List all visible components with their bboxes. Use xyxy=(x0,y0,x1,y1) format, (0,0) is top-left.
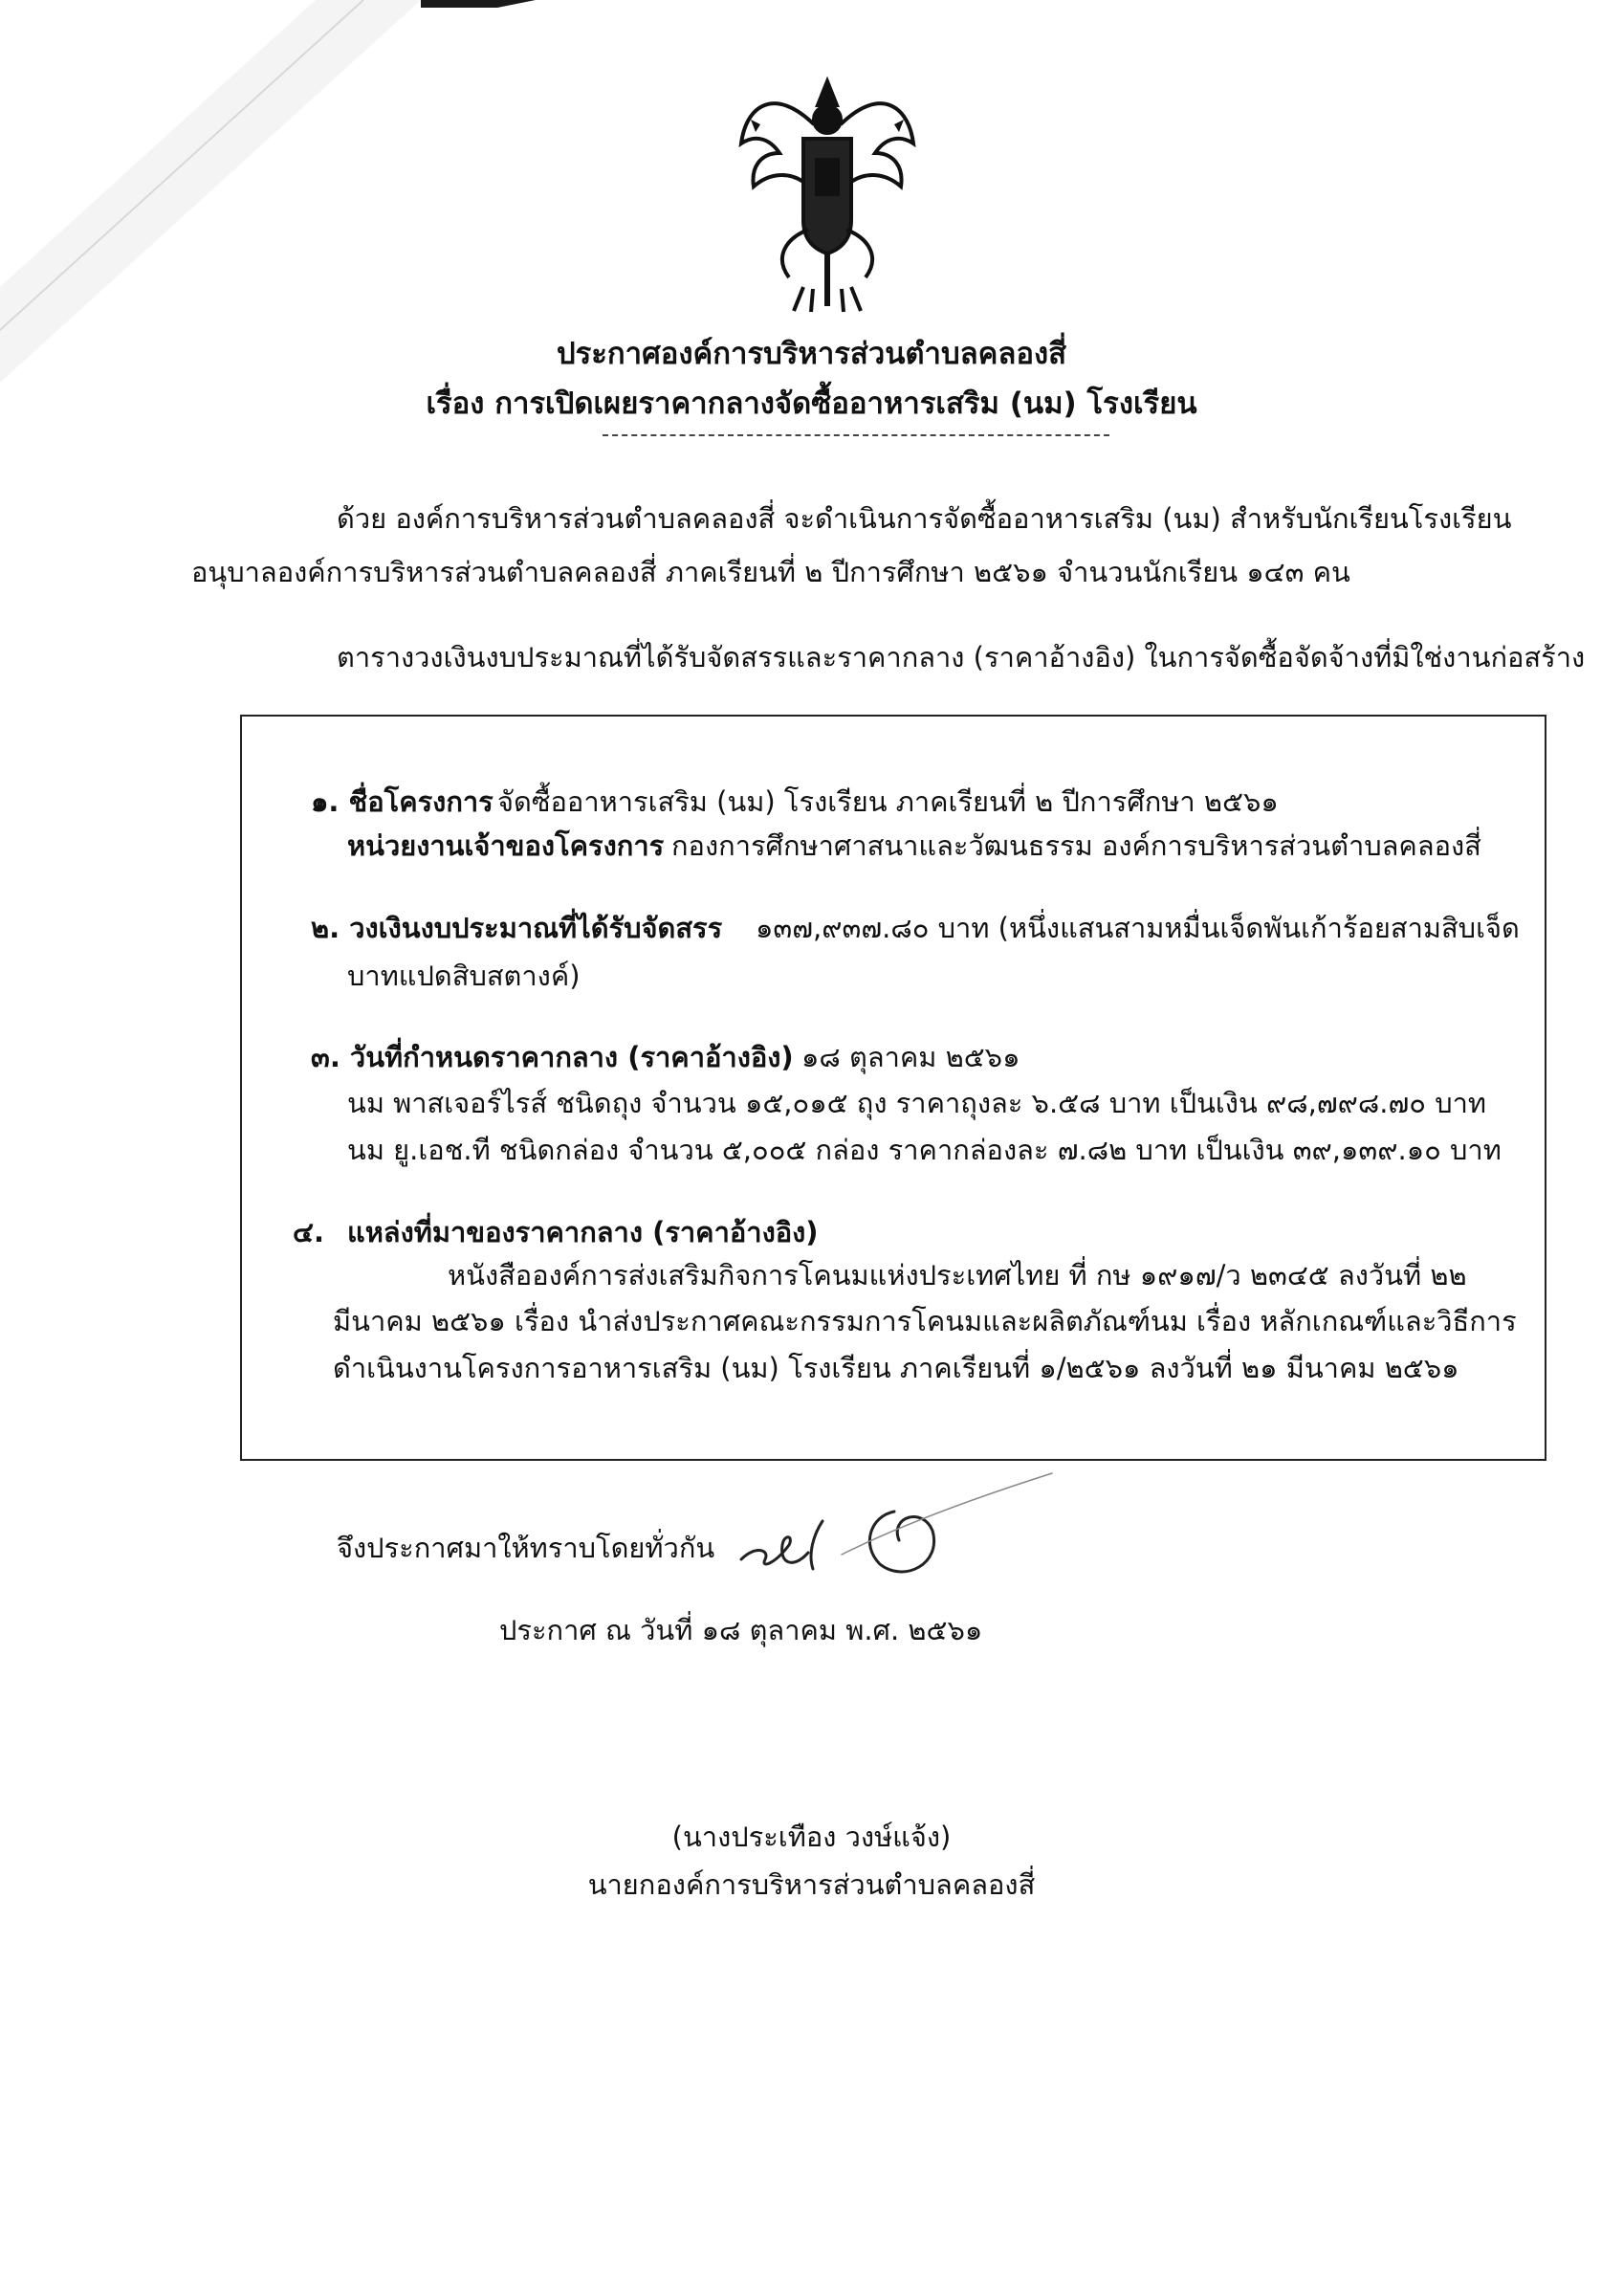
document-title: ประกาศองค์การบริหารส่วนตำบลคลองสี่ xyxy=(556,337,1067,371)
table-caption: ตารางวงเงินงบประมาณที่ได้รับจัดสรรและราคากลาง (ราคาอ้างอิง) ในการจัดซื้อจัดจ้างที่มิใช่งานก่อสร้าง xyxy=(337,641,1586,673)
title-divider xyxy=(603,434,1109,436)
announcement-statement: จึงประกาศมาให้ทราบโดยทั่วกัน xyxy=(337,1532,715,1564)
item-4-line-1: หนังสือองค์การส่งเสริมกิจการโคนมแห่งประเทศไทย ที่ กษ ๑๙๑๗/ว ๒๓๔๕ ลงวันที่ ๒๒ xyxy=(448,1259,1467,1292)
item-2-value: ๑๓๗,๙๓๗.๘๐ บาท (หนึ่งแสนสามหมื่นเจ็ดพันเก้าร้อยสามสิบเจ็ด xyxy=(756,912,1520,944)
signer-title: นายกองค์การบริหารส่วนตำบลคลองสี่ xyxy=(587,1868,1036,1901)
item-2-label: ๒. วงเงินงบประมาณที่ได้รับจัดสรร xyxy=(311,912,723,944)
item-1-value: จัดซื้ออาหารเสริม (นม) โรงเรียน ภาคเรียนที่ ๒ ปีการศึกษา ๒๕๖๑ xyxy=(497,785,1279,818)
item-1-owner-value: กองการศึกษาศาสนาและวัฒนธรรม องค์การบริหารส่วนตำบลคลองสี่ xyxy=(671,829,1481,862)
intro-line-2: อนุบาลองค์การบริหารส่วนตำบลคลองสี่ ภาคเรียนที่ ๒ ปีการศึกษา ๒๕๖๑ จำนวนนักเรียน ๑๔๓ คน xyxy=(191,556,1350,588)
garuda-emblem xyxy=(736,67,918,316)
document-subject: เรื่อง การเปิดเผยราคากลางจัดซื้ออาหารเสริม (นม) โรงเรียน xyxy=(426,386,1197,421)
item-3-uht-milk: นม ยู.เอช.ที ชนิดกล่อง จำนวน ๕,๐๐๕ กล่อง ราคากล่องละ ๗.๘๒ บาท เป็นเงิน ๓๙,๑๓๙.๑๐ บาท xyxy=(347,1134,1502,1166)
item-3-label: ๓. วันที่กำหนดราคากลาง (ราคาอ้างอิง) xyxy=(311,1041,794,1073)
announcement-date: ประกาศ ณ วันที่ ๑๘ ตุลาคม พ.ศ. ๒๕๖๑ xyxy=(499,1614,983,1646)
item-4-number: ๔. xyxy=(293,1216,324,1248)
item-4-line-3: ดำเนินงานโครงการอาหารเสริม (นม) โรงเรียน ภาคเรียนที่ ๑/๒๕๖๑ ลงวันที่ ๒๑ มีนาคม ๒๕๖๑ xyxy=(333,1352,1459,1384)
item-2-value-cont: บาทแปดสิบสตางค์) xyxy=(347,960,581,992)
item-4-label: แหล่งที่มาของราคากลาง (ราคาอ้างอิง) xyxy=(347,1216,819,1248)
item-3-pasteurized-milk: นม พาสเจอร์ไรส์ ชนิดถุง จำนวน ๑๕,๐๑๕ ถุง ราคาถุงละ ๖.๕๘ บาท เป็นเงิน ๙๘,๗๙๘.๗๐ บาท xyxy=(347,1087,1487,1119)
signer-name: (นางประเทือง วงษ์แจ้ง) xyxy=(671,1821,952,1853)
handwritten-signature xyxy=(717,1411,1062,1602)
item-3-date: ๑๘ ตุลาคม ๒๕๖๑ xyxy=(801,1041,1020,1073)
item-1-owner-label: หน่วยงานเจ้าของโครงการ xyxy=(347,829,665,862)
item-4-line-2: มีนาคม ๒๕๖๑ เรื่อง นำส่งประกาศคณะกรรมการโคนมและผลิตภัณฑ์นม เรื่อง หลักเกณฑ์และวิธีการ xyxy=(333,1305,1517,1337)
item-1-label: ๑. ชื่อโครงการ xyxy=(311,785,493,818)
intro-line-1: ด้วย องค์การบริหารส่วนตำบลคลองสี่ จะดำเนินการจัดซื้ออาหารเสริม (นม) สำหรับนักเรียนโรงเรียน xyxy=(337,502,1512,535)
